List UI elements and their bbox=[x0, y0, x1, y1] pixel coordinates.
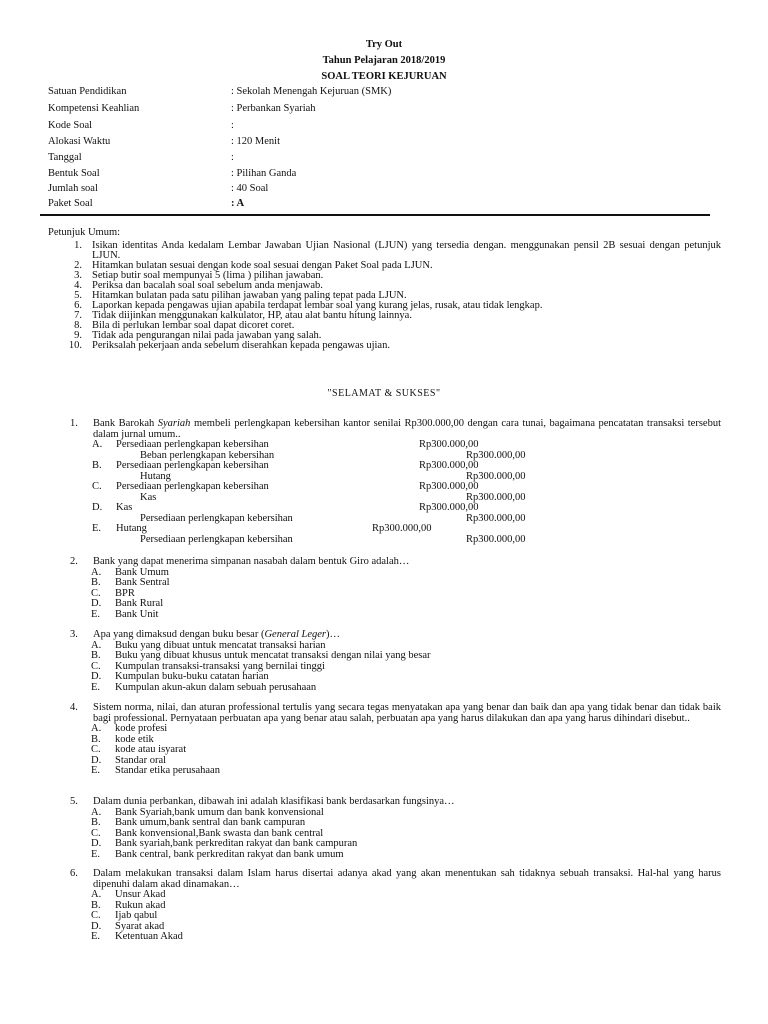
option-b[interactable]: B. kode etik bbox=[91, 733, 154, 745]
option-list bbox=[70, 724, 721, 777]
identity-value: : A bbox=[231, 198, 245, 209]
question-stem: Bank Barokah Syariah membeli perlengkapan kebersihan kantor senilai Rp300.000,00 dengan cara tunai, bagaimana pencatatan transaksi tersebut dalam jurnal umum.. bbox=[93, 418, 721, 440]
question-1 bbox=[70, 419, 721, 545]
identity-value: : Pilihan Ganda bbox=[231, 168, 297, 179]
instruction-item: 5. Hitamkan bulatan pada satu pilihan jawaban yang paling tepat pada LJUN. bbox=[74, 290, 407, 301]
question-stem: Dalam dunia perbankan, dibawah ini adalah klasifikasi bank berdasarkan fungsinya… bbox=[93, 796, 455, 807]
option-list bbox=[70, 890, 721, 943]
question-stem: Dalam melakukan transaksi dalam Islam harus disertai adanya akad yang akan menentukan sah tidaknya sebuah transaksi. Hal-hal yang harus dipenuhi dalam akad dinamakan… bbox=[93, 868, 721, 890]
header-academic-year: Tahun Pelajaran 2018/2019 bbox=[322, 55, 446, 66]
option-list bbox=[70, 641, 721, 694]
option-b[interactable]: B. Bank umum,bank sentral dan bank campuran bbox=[91, 817, 306, 828]
option-e[interactable]: E. Ketentuan Akad bbox=[91, 931, 183, 942]
identity-label: Kode Soal bbox=[48, 120, 93, 131]
identity-label: Bentuk Soal bbox=[48, 168, 100, 179]
option-b[interactable]: B. Buku yang dibuat khusus untuk mencatat transaksi dengan nilai yang besar bbox=[91, 650, 431, 661]
option-d[interactable]: D. Bank syariah,bank perkreditan rakyat dan bank campuran bbox=[91, 838, 358, 849]
question-5 bbox=[70, 797, 721, 860]
journal-option-a-credit: Beban perlengkapan kebersihan Rp300.000,00 bbox=[140, 449, 526, 461]
instruction-item: 7. Tidak diijinkan menggunakan kalkulator, HP, atau alat bantu hitung lainnya. bbox=[74, 310, 412, 321]
instruction-item: 2. Hitamkan bulatan sesuai dengan kode soal sesuai dengan Paket Soal pada LJUN. bbox=[74, 260, 433, 271]
identity-value: : Perbankan Syariah bbox=[231, 103, 316, 114]
journal-option-e-credit: Persediaan perlengkapan kebersihan Rp300.000,00 bbox=[140, 533, 526, 545]
option-c[interactable]: C. kode atau isyarat bbox=[91, 744, 187, 755]
header-subject: SOAL TEORI KEJURUAN bbox=[321, 71, 447, 82]
instructions-list bbox=[48, 241, 721, 351]
identity-row bbox=[48, 183, 708, 197]
option-c[interactable]: C. Ijab qabul bbox=[91, 910, 158, 921]
journal-option-a[interactable]: A. Persediaan perlengkapan kebersihan Rp300.000,00 bbox=[92, 439, 479, 450]
option-b[interactable]: B. Bank Sentral bbox=[91, 577, 170, 588]
question-stem: Sistem norma, nilai, dan aturan professional tertulis yang secara tegas menyatakan apa yang benar dan baik dan apa yang tidak benar dan tidak baik bagi professional. Pernyataan perbuatan apa yang benar atau salah, perbuatan apa yang harus dilakukan dan apa yang harus dihindari disebut.. bbox=[93, 702, 721, 724]
option-list bbox=[70, 808, 721, 861]
journal-option-d[interactable]: D. Kas Rp300.000,00 bbox=[92, 502, 479, 513]
instruction-item: 8. Bila di perlukan lembar soal dapat dicoret coret. bbox=[74, 320, 295, 331]
question-number: 5. bbox=[70, 796, 78, 807]
identity-row bbox=[48, 152, 708, 166]
question-number: 1. bbox=[70, 418, 78, 429]
header-divider bbox=[40, 214, 710, 216]
journal-option-b[interactable]: B. Persediaan perlengkapan kebersihan Rp300.000,00 bbox=[92, 460, 479, 471]
instruction-item: 3. Setiap butir soal mempunyai 5 (lima ) pilihan jawaban. bbox=[74, 270, 324, 281]
option-b[interactable]: B. Rukun akad bbox=[91, 899, 166, 911]
journal-option-c[interactable]: C. Persediaan perlengkapan kebersihan Rp300.000,00 bbox=[92, 481, 479, 492]
question-stem: Bank yang dapat menerima simpanan nasabah dalam bentuk Giro adalah… bbox=[93, 556, 410, 567]
option-d[interactable]: D. Standar oral bbox=[91, 754, 167, 766]
journal-option-e[interactable]: E. Hutang Rp300.000,00 bbox=[92, 523, 432, 534]
identity-row bbox=[48, 136, 708, 150]
identity-row bbox=[48, 103, 708, 117]
option-a[interactable]: A. Unsur Akad bbox=[91, 889, 166, 900]
question-number: 2. bbox=[70, 556, 78, 567]
option-a[interactable]: A. Bank Syariah,bank umum dan bank konvensional bbox=[91, 806, 324, 818]
journal-option-c-credit: Kas Rp300.000,00 bbox=[140, 491, 526, 503]
option-e[interactable]: E. Kumpulan akun-akun dalam sebuah perusahaan bbox=[91, 681, 317, 693]
question-stem: Apa yang dimaksud dengan buku besar (General Leger)… bbox=[93, 629, 340, 640]
instruction-item: 4. Periksa dan bacalah soal soal sebelum anda menjawab. bbox=[74, 280, 323, 291]
question-number: 4. bbox=[70, 702, 78, 713]
identity-value: : bbox=[231, 152, 234, 163]
option-a[interactable]: A. kode profesi bbox=[91, 723, 168, 734]
instruction-item: 10. Periksalah pekerjaan anda sebelum diserahkan kepada pengawas ujian. bbox=[68, 340, 390, 351]
header-title: Try Out bbox=[365, 39, 403, 50]
instruction-item: 1. Isikan identitas Anda kedalam Lembar Jawaban Ujian Nasional (LJUN) yang tersedia dengan. menggunakan pensil 2B sesuai dengan petunjuk LJUN. bbox=[74, 240, 721, 261]
journal-option-d-credit: Persediaan perlengkapan kebersihan Rp300.000,00 bbox=[140, 512, 526, 524]
instructions-title: Petunjuk Umum: bbox=[48, 227, 121, 238]
identity-label: Paket Soal bbox=[48, 198, 93, 209]
option-c[interactable]: C. BPR bbox=[91, 587, 135, 599]
question-number: 6. bbox=[70, 868, 78, 879]
identity-value: : 40 Soal bbox=[231, 183, 269, 194]
question-2 bbox=[70, 557, 721, 620]
option-d[interactable]: D. Bank Rural bbox=[91, 598, 164, 609]
option-c[interactable]: C. Bank konvensional,Bank swasta dan bank central bbox=[91, 827, 324, 839]
option-list bbox=[70, 568, 721, 621]
option-e[interactable]: E. Standar etika perusahaan bbox=[91, 765, 220, 776]
identity-label: Satuan Pendidikan bbox=[48, 86, 127, 97]
option-e[interactable]: E. Bank central, bank perkreditan rakyat dan bank umum bbox=[91, 848, 344, 860]
identity-value: : Sekolah Menengah Kejuruan (SMK) bbox=[231, 86, 392, 97]
identity-label: Tanggal bbox=[48, 152, 82, 163]
identity-row bbox=[48, 86, 708, 100]
identity-value: : 120 Menit bbox=[231, 136, 280, 147]
question-number: 3. bbox=[70, 629, 78, 640]
option-e[interactable]: E. Bank Unit bbox=[91, 608, 159, 620]
option-a[interactable]: A. Bank Umum bbox=[91, 566, 169, 578]
identity-label: Alokasi Waktu bbox=[48, 136, 111, 147]
option-d[interactable]: D. Kumpulan buku-buku catatan harian bbox=[91, 671, 269, 682]
instruction-item: 6. Laporkan kepada pengawas ujian apabila terdapat lembar soal yang kurang jelas, rusak, atau tidak lengkap. bbox=[74, 300, 543, 311]
option-c[interactable]: C. Kumpulan transaksi-transaksi yang bernilai tinggi bbox=[91, 660, 325, 672]
instruction-item: 9. Tidak ada pengurangan nilai pada jawaban yang salah. bbox=[74, 330, 322, 341]
option-a[interactable]: A. Buku yang dibuat untuk mencatat transaksi harian bbox=[91, 639, 326, 651]
identity-row bbox=[48, 120, 708, 134]
question-3 bbox=[70, 630, 721, 693]
identity-label: Jumlah soal bbox=[48, 183, 98, 194]
slogan: "SELAMAT & SUKSES" bbox=[327, 388, 441, 399]
identity-label: Kompetensi Keahlian bbox=[48, 103, 140, 114]
identity-value: : bbox=[231, 120, 234, 131]
identity-row bbox=[48, 168, 708, 182]
question-4 bbox=[70, 703, 721, 777]
option-d[interactable]: D. Syarat akad bbox=[91, 920, 165, 932]
identity-row bbox=[48, 198, 708, 212]
journal-option-b-credit: Hutang Rp300.000,00 bbox=[140, 470, 526, 482]
question-6 bbox=[70, 869, 721, 943]
